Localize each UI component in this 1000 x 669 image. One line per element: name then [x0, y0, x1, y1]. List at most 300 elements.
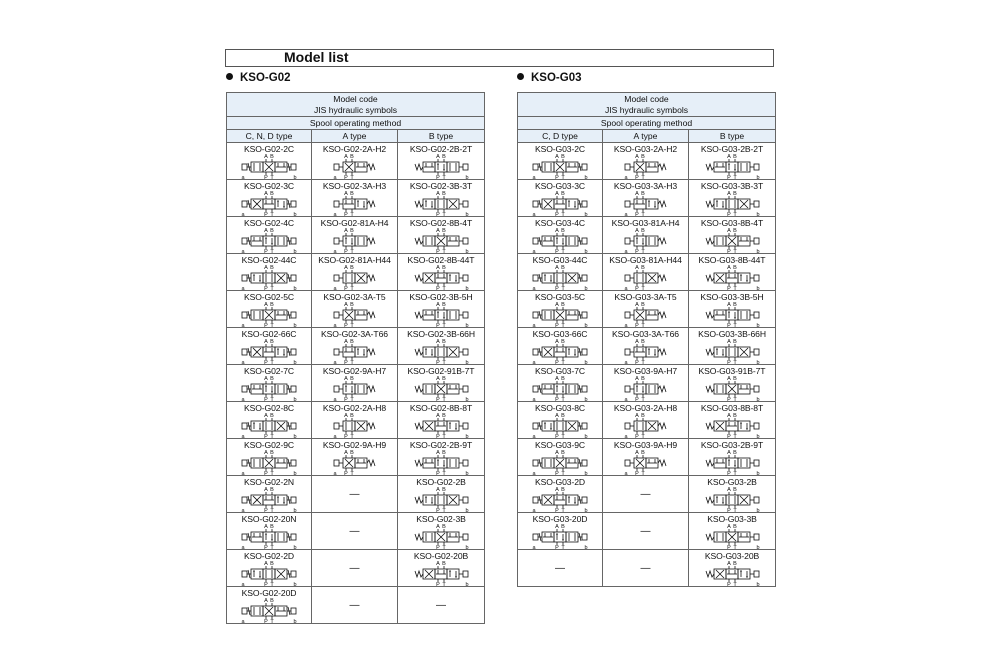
model-code: KSO-G02-3A-H3	[322, 181, 387, 191]
symbols-label: JIS hydraulic symbols	[313, 104, 398, 115]
model-cell	[689, 328, 776, 365]
model-cell	[518, 402, 603, 439]
port-label: A	[264, 265, 268, 271]
model-code: KSO-G02-2C	[243, 144, 295, 154]
jis-hydraulic-symbol-icon	[522, 413, 598, 438]
port-label: T	[733, 360, 737, 364]
port-label: P	[264, 582, 268, 586]
model-code: KSO-G02-2N	[243, 477, 295, 487]
model-cell	[227, 476, 312, 513]
port-label: P	[264, 434, 268, 438]
port-label: B	[270, 154, 274, 160]
port-label: b	[293, 397, 297, 401]
port-label: B	[733, 487, 737, 493]
jis-hydraulic-symbol-icon	[403, 265, 479, 290]
model-cell	[689, 513, 776, 550]
model-code: KSO-G03-9C	[534, 440, 586, 450]
port-label: A	[264, 598, 268, 604]
port-label: T	[561, 286, 565, 290]
jis-hydraulic-symbol-icon	[231, 413, 307, 438]
table-row	[518, 513, 776, 550]
port-label: B	[640, 413, 645, 419]
empty-cell	[603, 513, 689, 550]
port-label: b	[584, 286, 588, 290]
port-label: T	[640, 249, 645, 253]
model-cell	[603, 328, 689, 365]
port-label: b	[584, 434, 588, 438]
port-label: A	[555, 487, 559, 493]
model-cell	[398, 217, 485, 254]
model-code: KSO-G02-44C	[241, 255, 297, 265]
jis-hydraulic-symbol-icon	[317, 302, 393, 327]
port-label: a	[532, 175, 536, 179]
port-label: A	[634, 191, 639, 197]
port-label: P	[555, 323, 559, 327]
empty-cell	[312, 587, 398, 624]
port-label: B	[640, 376, 645, 382]
model-code: KSO-G03-3B-5H	[700, 292, 764, 302]
jis-hydraulic-symbol-icon	[317, 339, 393, 364]
table-row	[518, 180, 776, 217]
port-label: a	[532, 212, 536, 216]
port-label: T	[349, 286, 354, 290]
model-code: KSO-G02-3B-5H	[409, 292, 473, 302]
jis-hydraulic-symbol-icon	[317, 154, 393, 179]
model-code: KSO-G02-5C	[243, 292, 295, 302]
port-label: T	[640, 286, 645, 290]
model-code: KSO-G02-81A-H44	[318, 255, 391, 265]
model-cell	[689, 365, 776, 402]
port-label: b	[756, 397, 760, 401]
model-code: KSO-G02-2A-H2	[322, 144, 387, 154]
table-row	[518, 291, 776, 328]
port-label: b	[293, 471, 297, 475]
col-header-b: B type	[689, 130, 776, 143]
port-label: B	[349, 265, 354, 271]
port-label: A	[727, 561, 731, 567]
port-label: T	[733, 508, 737, 512]
port-label: a	[241, 249, 245, 253]
port-label: B	[733, 302, 737, 308]
port-label: A	[436, 450, 440, 456]
model-code: KSO-G03-2D	[534, 477, 586, 487]
model-code: KSO-G03-9A-H7	[613, 366, 678, 376]
model-cell	[398, 439, 485, 476]
port-label: A	[634, 154, 639, 160]
table-row	[227, 365, 485, 402]
model-cell	[518, 476, 603, 513]
port-label: T	[561, 360, 565, 364]
port-label: B	[442, 191, 446, 197]
port-label: A	[727, 154, 731, 160]
jis-hydraulic-symbol-icon	[522, 191, 598, 216]
port-label: T	[733, 175, 737, 179]
model-list-title-box	[225, 49, 774, 67]
jis-hydraulic-symbol-icon	[317, 228, 393, 253]
port-label: T	[561, 471, 565, 475]
port-label: a	[241, 471, 245, 475]
port-label: B	[442, 413, 446, 419]
port-label: T	[349, 323, 354, 327]
model-code: KSO-G03-9A-H9	[613, 440, 678, 450]
port-label: A	[634, 228, 639, 234]
jis-hydraulic-symbol-icon	[403, 487, 479, 512]
col-header-a: A type	[603, 130, 689, 143]
port-label: P	[727, 323, 731, 327]
port-label: P	[436, 582, 440, 586]
empty-dash: —	[349, 599, 360, 611]
model-cell	[398, 291, 485, 328]
port-label: b	[293, 286, 297, 290]
port-label: a	[241, 323, 245, 327]
port-label: b	[584, 545, 588, 549]
jis-hydraulic-symbol-icon	[608, 450, 684, 475]
model-cell	[398, 254, 485, 291]
jis-hydraulic-symbol-icon	[231, 228, 307, 253]
port-label: a	[241, 175, 245, 179]
model-code: KSO-G03-2A-H2	[613, 144, 678, 154]
port-label: a	[532, 434, 536, 438]
port-label: P	[343, 471, 348, 475]
port-label: B	[640, 265, 645, 271]
section-heading-g03	[517, 72, 582, 84]
port-label: P	[343, 434, 348, 438]
port-label: P	[264, 323, 268, 327]
port-label: P	[727, 545, 731, 549]
model-code: KSO-G02-91B-7T	[407, 366, 475, 376]
port-label: P	[264, 286, 268, 290]
header-model-code	[227, 93, 485, 117]
model-cell	[398, 550, 485, 587]
jis-hydraulic-symbol-icon	[608, 228, 684, 253]
port-label: b	[465, 545, 469, 549]
model-code: KSO-G02-2A-H8	[322, 403, 387, 413]
port-label: T	[270, 323, 274, 327]
port-label: A	[634, 450, 639, 456]
jis-hydraulic-symbol-icon	[694, 487, 770, 512]
port-label: P	[634, 212, 639, 216]
port-label: P	[634, 249, 639, 253]
port-label: T	[640, 434, 645, 438]
port-label: T	[733, 582, 737, 586]
model-cell	[689, 143, 776, 180]
model-cell	[518, 328, 603, 365]
port-label: A	[264, 524, 268, 530]
port-label: b	[465, 397, 469, 401]
port-label: b	[756, 471, 760, 475]
port-label: B	[270, 376, 274, 382]
port-label: b	[293, 434, 297, 438]
port-label: b	[756, 434, 760, 438]
port-label: P	[436, 249, 440, 253]
port-label: a	[332, 286, 337, 290]
port-label: a	[241, 212, 245, 216]
port-label: T	[349, 397, 354, 401]
col-header-a: A type	[312, 130, 398, 143]
port-label: b	[756, 582, 760, 586]
port-label: B	[733, 450, 737, 456]
model-cell	[603, 402, 689, 439]
model-code: KSO-G03-3A-T66	[612, 329, 679, 339]
model-code: KSO-G03-3B	[707, 514, 757, 524]
port-label: T	[442, 434, 446, 438]
model-cell	[398, 402, 485, 439]
model-cell	[603, 439, 689, 476]
col-header-b: B type	[398, 130, 485, 143]
port-label: A	[436, 191, 440, 197]
table-row	[518, 254, 776, 291]
port-label: P	[634, 175, 639, 179]
jis-hydraulic-symbol-icon	[317, 191, 393, 216]
jis-hydraulic-symbol-icon	[403, 561, 479, 586]
model-code: KSO-G02-3A-T66	[321, 329, 388, 339]
jis-hydraulic-symbol-icon	[231, 302, 307, 327]
model-code: KSO-G02-81A-H4	[320, 218, 389, 228]
port-label: a	[532, 508, 536, 512]
port-label: T	[640, 360, 645, 364]
port-label: A	[436, 413, 440, 419]
header-model-code	[518, 93, 776, 117]
jis-hydraulic-symbol-icon	[231, 339, 307, 364]
port-label: a	[623, 323, 628, 327]
port-label: a	[241, 508, 245, 512]
model-code: KSO-G03-2A-H8	[613, 403, 678, 413]
port-label: B	[640, 450, 645, 456]
jis-hydraulic-symbol-icon	[694, 450, 770, 475]
port-label: a	[532, 471, 536, 475]
jis-hydraulic-symbol-icon	[694, 561, 770, 586]
model-cell	[398, 513, 485, 550]
port-label: a	[241, 286, 245, 290]
port-label: b	[465, 212, 469, 216]
port-label: A	[264, 302, 268, 308]
port-label: A	[727, 524, 731, 530]
port-label: P	[264, 619, 268, 623]
section-heading-g02	[226, 72, 291, 84]
jis-hydraulic-symbol-icon	[403, 191, 479, 216]
model-cell	[689, 476, 776, 513]
port-label: T	[733, 545, 737, 549]
port-label: A	[343, 302, 348, 308]
port-label: b	[293, 545, 297, 549]
jis-hydraulic-symbol-icon	[694, 154, 770, 179]
model-cell	[689, 217, 776, 254]
model-code: KSO-G02-9C	[243, 440, 295, 450]
port-label: P	[436, 175, 440, 179]
table-row	[518, 143, 776, 180]
port-label: T	[442, 286, 446, 290]
port-label: P	[727, 434, 731, 438]
port-label: A	[634, 265, 639, 271]
port-label: B	[561, 450, 565, 456]
port-label: P	[555, 434, 559, 438]
jis-hydraulic-symbol-icon	[317, 450, 393, 475]
port-label: T	[270, 471, 274, 475]
model-code: KSO-G02-2B	[416, 477, 466, 487]
port-label: P	[727, 249, 731, 253]
symbols-label: JIS hydraulic symbols	[604, 104, 689, 115]
port-label: B	[561, 524, 565, 530]
model-cell	[312, 143, 398, 180]
port-label: A	[343, 376, 348, 382]
port-label: B	[270, 524, 274, 530]
port-label: A	[634, 376, 639, 382]
jis-hydraulic-symbol-icon	[403, 339, 479, 364]
port-label: B	[561, 487, 565, 493]
port-label: a	[332, 360, 337, 364]
port-label: T	[640, 212, 645, 216]
port-label: a	[332, 471, 337, 475]
port-label: P	[436, 471, 440, 475]
jis-hydraulic-symbol-icon	[608, 302, 684, 327]
port-label: B	[733, 265, 737, 271]
bullet-icon	[226, 73, 233, 80]
port-label: B	[270, 487, 274, 493]
port-label: T	[270, 249, 274, 253]
port-label: P	[555, 212, 559, 216]
port-label: P	[436, 286, 440, 290]
jis-hydraulic-symbol-icon	[403, 413, 479, 438]
port-label: B	[640, 154, 645, 160]
empty-cell	[398, 587, 485, 624]
port-label: a	[623, 286, 628, 290]
empty-cell	[603, 550, 689, 587]
model-code: KSO-G02-2D	[243, 551, 295, 561]
port-label: B	[442, 339, 446, 345]
model-cell	[227, 328, 312, 365]
port-label: T	[349, 360, 354, 364]
port-label: T	[442, 397, 446, 401]
jis-hydraulic-symbol-icon	[231, 524, 307, 549]
model-code: KSO-G02-3A-T5	[323, 292, 386, 302]
jis-hydraulic-symbol-icon	[231, 487, 307, 512]
model-code: KSO-G02-66C	[241, 329, 297, 339]
table-row	[518, 439, 776, 476]
port-label: P	[634, 434, 639, 438]
model-cell	[603, 143, 689, 180]
port-label: T	[442, 249, 446, 253]
table-row	[227, 180, 485, 217]
model-code: KSO-G02-20D	[241, 588, 297, 598]
port-label: T	[270, 360, 274, 364]
port-label: b	[465, 323, 469, 327]
empty-dash: —	[640, 488, 651, 500]
port-label: b	[584, 212, 588, 216]
port-label: b	[756, 508, 760, 512]
port-label: A	[436, 302, 440, 308]
port-label: a	[623, 212, 628, 216]
section-heading-text: KSO-G02	[240, 72, 291, 84]
model-cell	[689, 180, 776, 217]
model-code: KSO-G02-4C	[243, 218, 295, 228]
section-heading-text: KSO-G03	[531, 72, 582, 84]
model-cell	[227, 439, 312, 476]
port-label: B	[561, 339, 565, 345]
port-label: b	[293, 212, 297, 216]
port-label: B	[733, 413, 737, 419]
model-code: KSO-G02-8C	[243, 403, 295, 413]
port-label: T	[442, 212, 446, 216]
port-label: T	[561, 434, 565, 438]
jis-hydraulic-symbol-icon	[522, 487, 598, 512]
port-label: A	[264, 191, 268, 197]
port-label: P	[343, 323, 348, 327]
model-code: KSO-G03-44C	[532, 255, 588, 265]
port-label: P	[634, 397, 639, 401]
model-code: KSO-G03-4C	[534, 218, 586, 228]
port-label: B	[270, 339, 274, 345]
port-label: B	[733, 191, 737, 197]
port-label: a	[532, 397, 536, 401]
jis-hydraulic-symbol-icon	[403, 154, 479, 179]
port-label: P	[727, 175, 731, 179]
table-row	[227, 550, 485, 587]
port-label: A	[436, 154, 440, 160]
model-cell	[227, 254, 312, 291]
model-code: KSO-G03-3A-T5	[614, 292, 677, 302]
port-label: P	[264, 545, 268, 549]
model-code: KSO-G03-2B-9T	[700, 440, 764, 450]
port-label: B	[270, 450, 274, 456]
model-code: KSO-G02-8B-44T	[407, 255, 475, 265]
port-label: a	[532, 545, 536, 549]
port-label: a	[241, 582, 245, 586]
model-code: KSO-G02-9A-H7	[322, 366, 387, 376]
port-label: P	[436, 360, 440, 364]
model-cell	[398, 180, 485, 217]
model-code: KSO-G02-20N	[241, 514, 297, 524]
jis-hydraulic-symbol-icon	[231, 561, 307, 586]
port-label: A	[555, 339, 559, 345]
port-label: P	[555, 360, 559, 364]
port-label: b	[756, 249, 760, 253]
model-cell	[518, 513, 603, 550]
model-table-g02	[226, 92, 485, 624]
table-row	[227, 217, 485, 254]
bullet-icon	[517, 73, 524, 80]
port-label: A	[727, 376, 731, 382]
port-label: A	[264, 561, 268, 567]
model-cell	[603, 217, 689, 254]
port-label: a	[623, 471, 628, 475]
jis-hydraulic-symbol-icon	[522, 339, 598, 364]
port-label: T	[349, 471, 354, 475]
model-cell	[518, 439, 603, 476]
model-code: KSO-G02-9A-H9	[322, 440, 387, 450]
port-label: B	[561, 302, 565, 308]
port-label: b	[465, 434, 469, 438]
empty-cell	[312, 513, 398, 550]
table-row	[518, 550, 776, 587]
port-label: P	[555, 249, 559, 253]
port-label: A	[555, 376, 559, 382]
port-label: T	[442, 471, 446, 475]
model-code: KSO-G03-8B-4T	[700, 218, 764, 228]
col-header-cd: C, D type	[518, 130, 603, 143]
model-code: KSO-G03-7C	[534, 366, 586, 376]
page-title: Model list	[284, 49, 349, 65]
model-cell	[518, 254, 603, 291]
port-label: A	[264, 376, 268, 382]
jis-hydraulic-symbol-icon	[403, 524, 479, 549]
port-label: B	[442, 228, 446, 234]
model-cell	[227, 291, 312, 328]
port-label: T	[733, 397, 737, 401]
port-label: B	[349, 450, 354, 456]
jis-hydraulic-symbol-icon	[231, 191, 307, 216]
port-label: A	[343, 154, 348, 160]
table-body	[227, 143, 485, 624]
